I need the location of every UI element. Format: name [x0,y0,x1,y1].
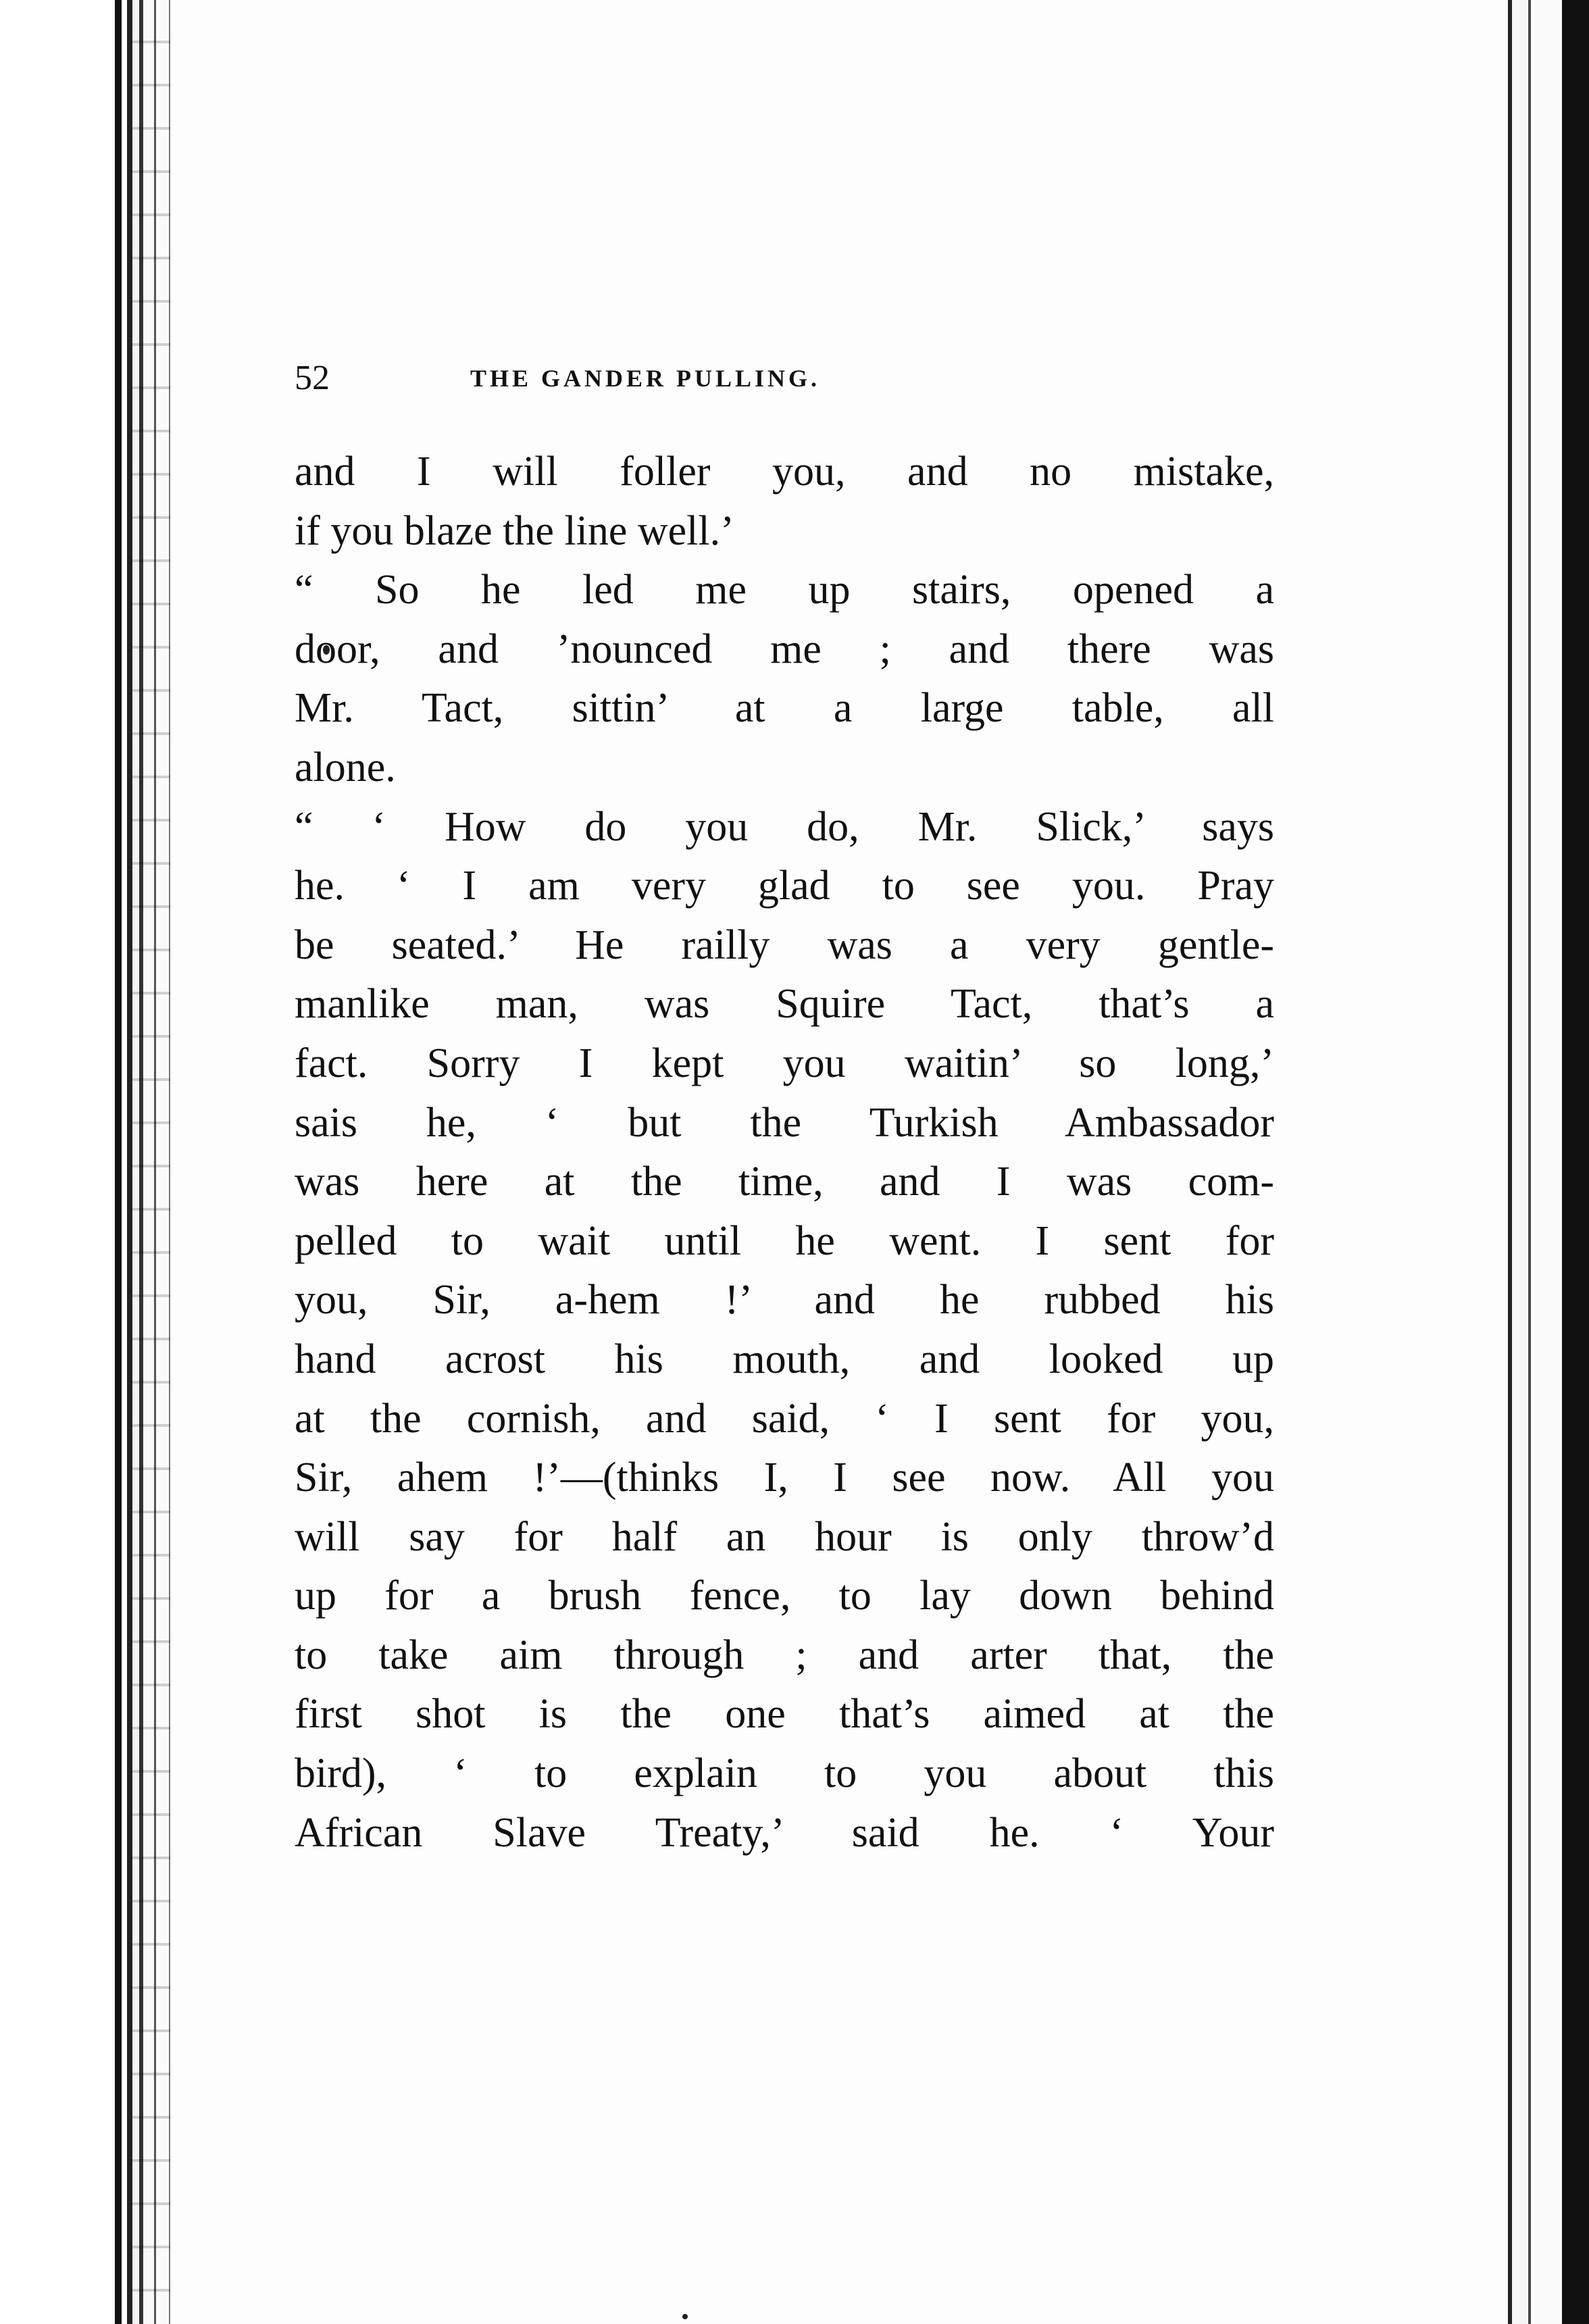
text-line: African Slave Treaty,’ said he. ‘ Your [295,1809,1274,1856]
body-text [295,443,1274,1863]
text-line: to take aim through ; and arter that, the [295,1632,1274,1678]
page-number: 52 [295,359,330,397]
text-line: Mr. Tact, sittin’ at a large table, all [295,685,1274,732]
text-line: at the cornish, and said, ‘ I sent for you, [295,1395,1274,1442]
text-line: pelled to wait until he went. I sent for [295,1217,1274,1264]
text-line: you, Sir, a-hem !’ and he rubbed his [295,1277,1274,1323]
running-head [295,351,1274,405]
text-line: bird), ‘ to explain to you about this [295,1750,1274,1797]
running-title: THE GANDER PULLING. [470,365,821,392]
text-line: first shot is the one that’s aimed at the [295,1691,1274,1738]
text-line: hand acrost his mouth, and looked up [295,1336,1274,1382]
text-line: manlike man, was Squire Tact, that’s a [295,981,1274,1028]
text-line: alone. [295,744,396,790]
text-line: “ So he led me up stairs, opened a [295,567,1274,613]
text-line: up for a brush fence, to lay down behind [295,1573,1274,1619]
text-line: was here at the time, and I was com- [295,1159,1274,1205]
text-line: and I will foller you, and no mistake, [295,449,1274,495]
text-line: “ ‘ How do you do, Mr. Slick,’ says [295,803,1274,850]
text-line: Sir, ahem !’—(thinks I, I see now. All you [295,1455,1274,1501]
text-line: if you blaze the line well.’ [295,507,734,554]
text-line: he. ‘ I am very glad to see you. Pray [295,863,1274,909]
text-line: will say for half an hour is only throw’d [295,1513,1274,1560]
text-line: sais he, ‘ but the Turkish Ambassador [295,1099,1274,1146]
right-page-edge [1494,0,1589,2324]
text-line: door, and ’nounced me ; and there was [295,626,1274,672]
ink-speck [682,2314,688,2319]
binding-texture [132,0,170,2324]
text-line: be seated.’ He railly was a very gentle- [295,921,1274,968]
text-line: fact. Sorry I kept you waitin’ so long,’ [295,1040,1274,1086]
